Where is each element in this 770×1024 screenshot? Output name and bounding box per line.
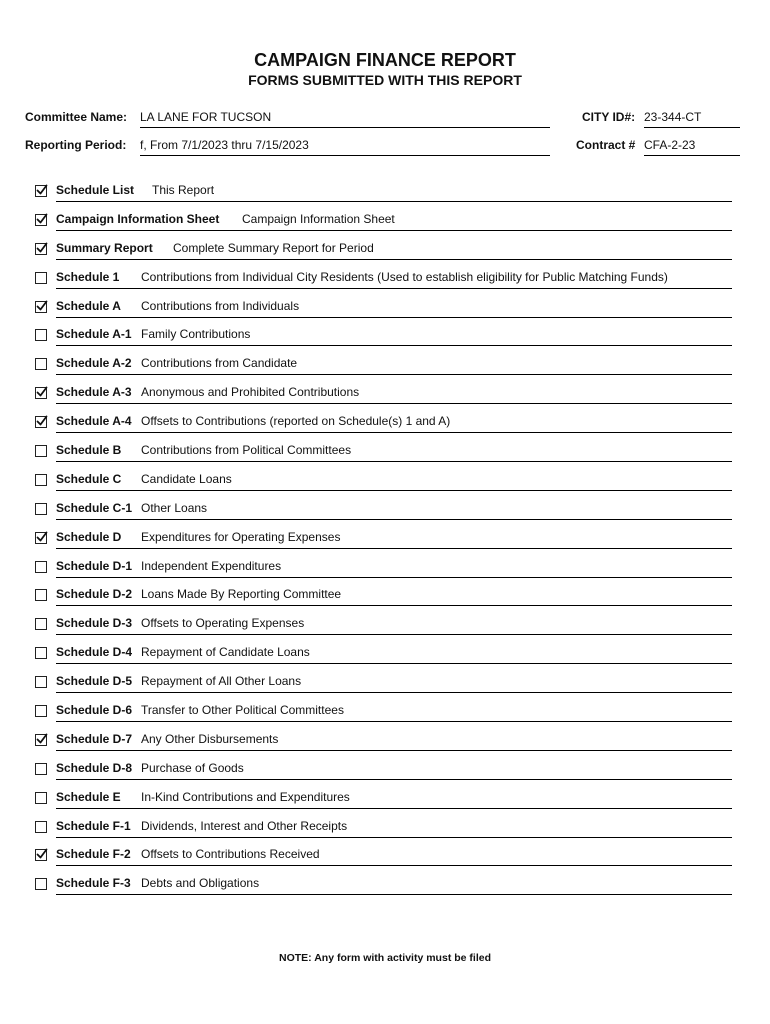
footer-note: NOTE: Any form with activity must be filed — [279, 952, 491, 964]
schedule-checkbox[interactable] — [35, 647, 47, 659]
schedule-description: Offsets to Contributions (reported on Schedule(s) 1 and A) — [141, 414, 451, 429]
schedule-name: Schedule F-1 — [56, 818, 131, 833]
checkmark-icon — [35, 183, 49, 197]
schedule-row-line — [56, 183, 732, 202]
schedule-name: Schedule C-1 — [56, 500, 133, 515]
schedule-checkbox[interactable] — [35, 243, 47, 255]
schedule-checkbox[interactable] — [35, 387, 47, 399]
schedule-checkbox[interactable] — [35, 358, 47, 370]
schedule-checkbox[interactable] — [35, 734, 47, 746]
checkmark-icon — [35, 530, 49, 544]
schedule-row — [32, 758, 732, 787]
schedule-row — [32, 353, 732, 382]
committee-name-field[interactable]: LA LANE FOR TUCSON — [140, 110, 550, 128]
schedule-name: Schedule D-8 — [56, 760, 133, 775]
schedule-row-line — [56, 703, 732, 722]
schedule-name: Schedule B — [56, 443, 122, 458]
schedule-description: Repayment of All Other Loans — [141, 674, 302, 689]
schedule-row-line — [56, 587, 732, 606]
schedule-checkbox[interactable] — [35, 821, 47, 833]
report-subtitle: FORMS SUBMITTED WITH THIS REPORT — [248, 72, 522, 88]
schedule-checkbox[interactable] — [35, 763, 47, 775]
schedule-row — [32, 787, 732, 816]
schedule-row-line — [56, 327, 732, 346]
schedule-row — [32, 729, 732, 758]
schedule-checkbox[interactable] — [35, 792, 47, 804]
schedule-name: Schedule D-3 — [56, 616, 133, 631]
schedule-checkbox[interactable] — [35, 589, 47, 601]
schedule-name: Schedule D — [56, 529, 122, 544]
schedule-checkbox[interactable] — [35, 474, 47, 486]
schedule-name: Schedule A-4 — [56, 414, 132, 429]
schedule-description: Repayment of Candidate Loans — [141, 645, 310, 660]
schedule-checkbox[interactable] — [35, 849, 47, 861]
schedule-row — [32, 440, 732, 469]
checkmark-icon — [35, 732, 49, 746]
schedule-description: Expenditures for Operating Expenses — [141, 529, 341, 544]
schedule-row-line — [56, 299, 732, 318]
reporting-period-label: Reporting Period: — [25, 138, 127, 152]
schedule-name: Schedule F-2 — [56, 847, 131, 862]
schedule-description: Complete Summary Report for Period — [173, 240, 374, 255]
schedule-row-line — [56, 761, 732, 780]
schedule-name: Schedule 1 — [56, 269, 120, 284]
schedule-row-line — [56, 443, 732, 462]
checkmark-icon — [35, 847, 49, 861]
schedule-row — [32, 469, 732, 498]
schedule-row — [32, 584, 732, 613]
schedule-checkbox[interactable] — [35, 503, 47, 515]
schedule-name: Schedule D-7 — [56, 731, 133, 746]
schedule-checkbox[interactable] — [35, 618, 47, 630]
schedule-row-line — [56, 876, 732, 895]
schedule-checkbox[interactable] — [35, 416, 47, 428]
schedule-name: Schedule D-5 — [56, 674, 133, 689]
schedule-row-line — [56, 732, 732, 751]
schedule-row — [32, 498, 732, 527]
schedule-checkbox[interactable] — [35, 532, 47, 544]
schedule-name: Schedule D-4 — [56, 645, 133, 660]
schedule-name: Schedule A-2 — [56, 356, 132, 371]
schedule-row — [32, 527, 732, 556]
schedule-row — [32, 382, 732, 411]
schedule-description: Contributions from Political Committees — [141, 443, 352, 458]
schedule-description: Family Contributions — [141, 327, 251, 342]
schedule-checkbox[interactable] — [35, 878, 47, 890]
schedule-description: Contributions from Individuals — [141, 298, 300, 313]
schedule-row-line — [56, 472, 732, 491]
schedule-row-line — [56, 847, 732, 866]
schedule-checkbox[interactable] — [35, 705, 47, 717]
schedule-row-line — [56, 616, 732, 635]
schedule-row — [32, 238, 732, 267]
schedule-description: Offsets to Operating Expenses — [141, 616, 305, 631]
schedule-list — [32, 180, 732, 902]
schedule-row-line — [56, 212, 732, 231]
schedule-checkbox[interactable] — [35, 329, 47, 341]
checkmark-icon — [35, 414, 49, 428]
schedule-row-line — [56, 645, 732, 664]
schedule-description: Contributions from Candidate — [141, 356, 298, 371]
contract-field[interactable]: CFA-2-23 — [644, 138, 740, 156]
schedule-row-line — [56, 385, 732, 404]
schedule-checkbox[interactable] — [35, 272, 47, 284]
schedule-row — [32, 324, 732, 353]
schedule-checkbox[interactable] — [35, 445, 47, 457]
schedule-name: Schedule A-3 — [56, 385, 132, 400]
schedule-description: Contributions from Individual City Residents (Used to establish eligibility for Public Matching Funds) — [141, 269, 668, 284]
schedule-description: Purchase of Goods — [141, 760, 244, 775]
schedule-description: Debts and Obligations — [141, 876, 260, 891]
schedule-name: Schedule A-1 — [56, 327, 132, 342]
schedule-row — [32, 556, 732, 585]
schedule-row-line — [56, 414, 732, 433]
schedule-row — [32, 267, 732, 296]
schedule-checkbox[interactable] — [35, 301, 47, 313]
schedule-row — [32, 411, 732, 440]
schedule-description: In-Kind Contributions and Expenditures — [141, 789, 350, 804]
schedule-name: Schedule F-3 — [56, 876, 131, 891]
schedule-description: Candidate Loans — [141, 471, 232, 486]
schedule-checkbox[interactable] — [35, 561, 47, 573]
schedule-row — [32, 209, 732, 238]
schedule-row-line — [56, 530, 732, 549]
schedule-description: Loans Made By Reporting Committee — [141, 587, 342, 602]
schedule-description: Independent Expenditures — [141, 558, 282, 573]
checkmark-icon — [35, 241, 49, 255]
schedule-name: Schedule A — [56, 298, 121, 313]
schedule-name: Schedule C — [56, 471, 122, 486]
schedule-row — [32, 613, 732, 642]
schedule-row-line — [56, 501, 732, 520]
report-title: CAMPAIGN FINANCE REPORT — [254, 50, 516, 70]
checkmark-icon — [35, 385, 49, 399]
schedule-row-line — [56, 790, 732, 809]
schedule-checkbox[interactable] — [35, 214, 47, 226]
schedule-description: Any Other Disbursements — [141, 731, 279, 746]
schedule-row — [32, 296, 732, 325]
schedule-description: Offsets to Contributions Received — [141, 847, 320, 862]
schedule-description: Campaign Information Sheet — [242, 211, 395, 226]
schedule-row-line — [56, 674, 732, 693]
city-id-label: CITY ID#: — [582, 110, 636, 124]
schedule-row — [32, 671, 732, 700]
schedule-name: Campaign Information Sheet — [56, 211, 220, 226]
schedule-description: Anonymous and Prohibited Contributions — [141, 385, 360, 400]
schedule-description: Other Loans — [141, 500, 208, 515]
city-id-field[interactable]: 23-344-CT — [644, 110, 740, 128]
schedule-name: Summary Report — [56, 240, 153, 255]
schedule-row — [32, 642, 732, 671]
schedule-name: Schedule D-1 — [56, 558, 133, 573]
schedule-row-line — [56, 559, 732, 578]
schedule-name: Schedule D-2 — [56, 587, 133, 602]
schedule-row-line — [56, 270, 732, 289]
schedule-row — [32, 873, 732, 902]
schedule-description: Dividends, Interest and Other Receipts — [141, 818, 348, 833]
schedule-description: Transfer to Other Political Committees — [141, 703, 344, 718]
schedule-name: Schedule E — [56, 789, 121, 804]
schedule-checkbox[interactable] — [35, 185, 47, 197]
schedule-row — [32, 844, 732, 873]
schedule-row-line — [56, 356, 732, 375]
reporting-period-field[interactable]: f, From 7/1/2023 thru 7/15/2023 — [140, 138, 550, 156]
schedule-description: This Report — [152, 183, 215, 197]
committee-name-label: Committee Name: — [25, 110, 128, 124]
schedule-checkbox[interactable] — [35, 676, 47, 688]
schedule-row-line — [56, 241, 732, 260]
checkmark-icon — [35, 299, 49, 313]
schedule-name: Schedule D-6 — [56, 703, 133, 718]
schedule-row-line — [56, 819, 732, 838]
schedule-row — [32, 700, 732, 729]
schedule-name: Schedule List — [56, 183, 135, 197]
schedule-row — [32, 180, 732, 209]
schedule-row — [32, 816, 732, 845]
checkmark-icon — [35, 212, 49, 226]
contract-label: Contract # — [576, 138, 636, 152]
